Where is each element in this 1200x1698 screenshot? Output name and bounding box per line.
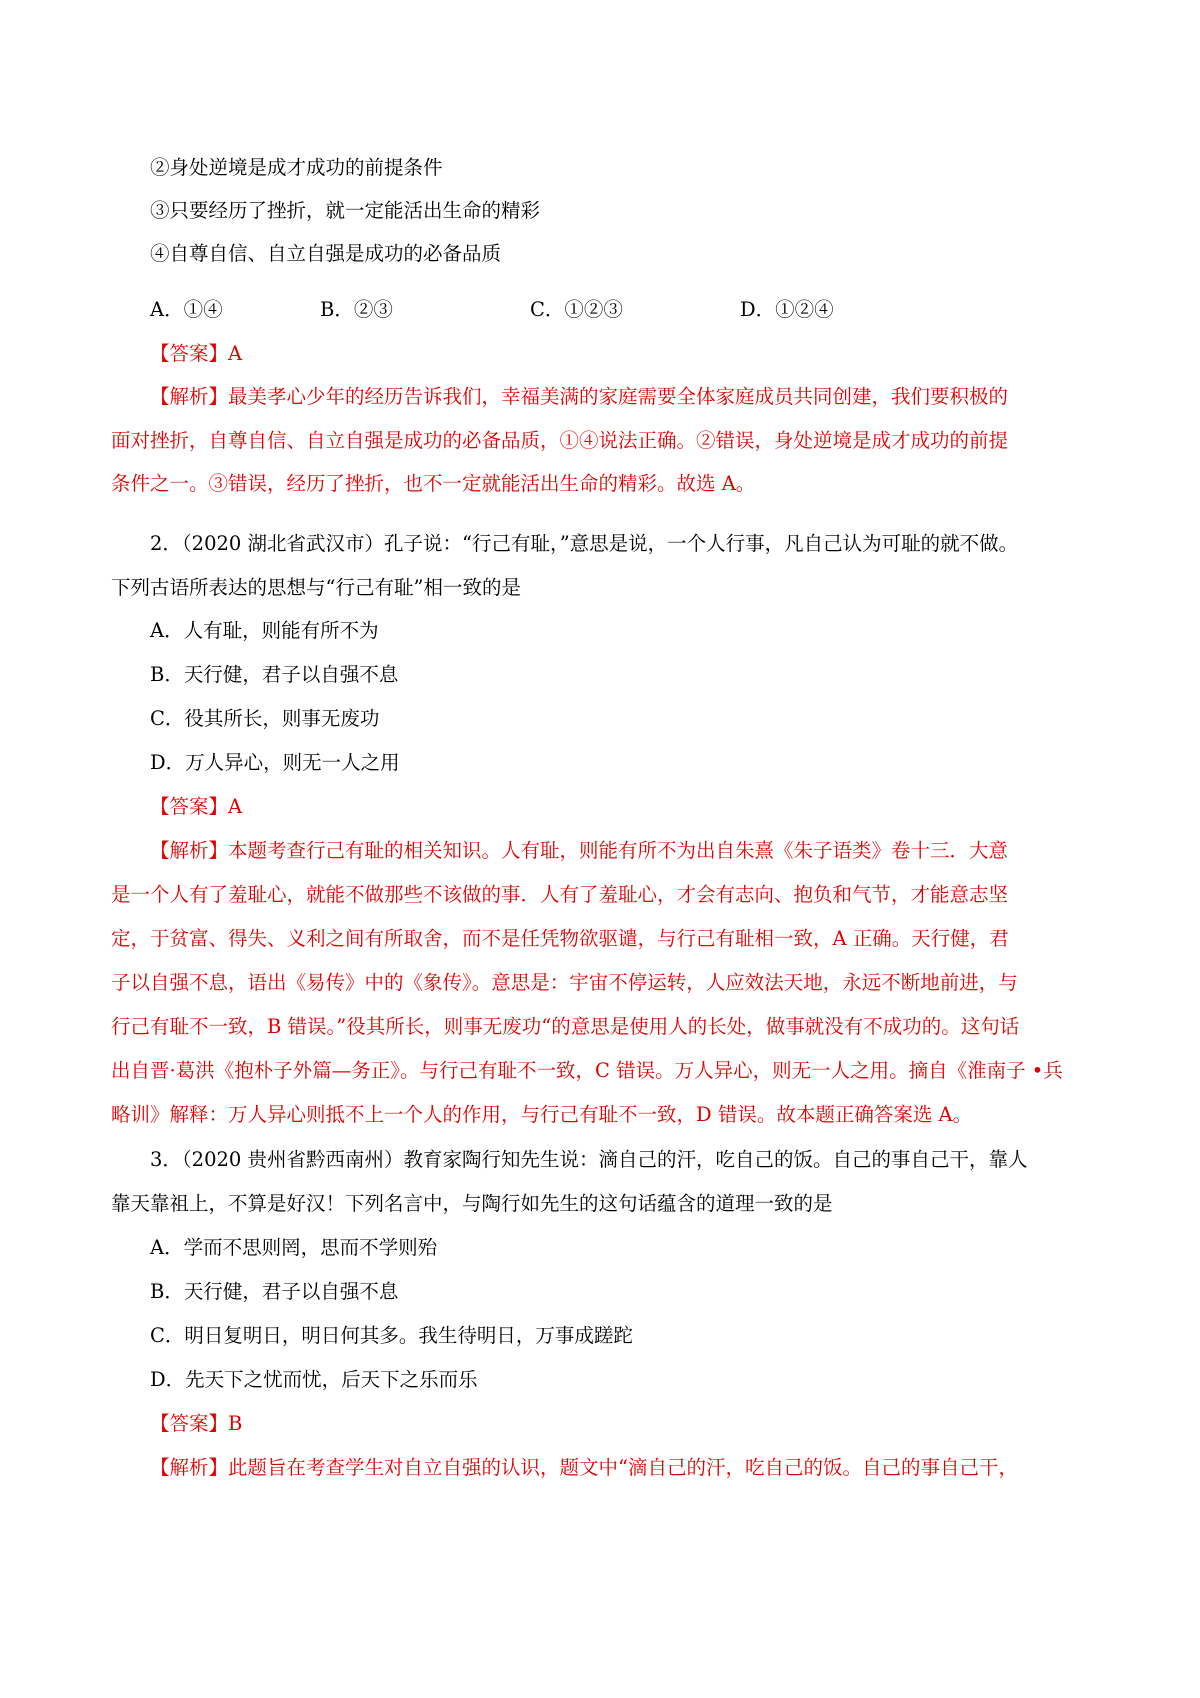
- q2-option-c: C．役其所长，则事无废功: [150, 707, 380, 730]
- q3-option-a: A．学而不思则罔，思而不学则殆: [150, 1236, 438, 1259]
- q2-analysis-line-2: 是一个人有了羞耻心，就能不做那些不该做的事．人有了羞耻心，才会有志向、抱负和气节，才能意志坚: [111, 883, 1009, 906]
- q3-answer: 【答案】B: [150, 1412, 243, 1435]
- q1-analysis-line-3: 条件之一。③错误，经历了挫折，也不一定就能活出生命的精彩。故选 A。: [111, 472, 756, 495]
- q3-analysis-line-1: 【解析】此题旨在考查学生对自立自强的认识，题文中“滴自己的汗，吃自己的饭。自己的事自己干，: [150, 1456, 1018, 1479]
- q1-option-a: A．①④: [150, 298, 223, 321]
- q1-option-b: B．②③: [320, 298, 393, 321]
- q3-stem-line-2: 靠天靠祖上，不算是好汉！下列名言中，与陶行如先生的这句话蕴含的道理一致的是: [111, 1192, 833, 1215]
- q3-stem-line-1: 3．（2020 贵州省黔西南州）教育家陶行知先生说：滴自己的汗，吃自己的饭。自己的事自己干，靠人: [150, 1148, 1028, 1171]
- q3-option-b: B．天行健，君子以自强不息: [150, 1280, 399, 1303]
- q1-analysis-line-1: 【解析】最美孝心少年的经历告诉我们，幸福美满的家庭需要全体家庭成员共同创建，我们要积极的: [150, 385, 1009, 408]
- q1-option-d: D．①②④: [740, 298, 834, 321]
- q1-statement-3: ③只要经历了挫折，就一定能活出生命的精彩: [150, 199, 541, 222]
- q3-option-c: C．明日复明日，明日何其多。我生待明日，万事成蹉跎: [150, 1324, 633, 1347]
- q1-option-c: C．①②③: [530, 298, 623, 321]
- q2-analysis-line-1: 【解析】本题考查行己有耻的相关知识。人有耻，则能有所不为出自朱熹《朱子语类》卷十三．大意: [150, 839, 1009, 862]
- q1-answer: 【答案】A: [150, 342, 243, 365]
- q2-analysis-line-3: 定，于贫富、得失、义利之间有所取舍，而不是任凭物欲驱谴，与行己有耻相一致，A 正确。天行健，君: [111, 927, 1009, 950]
- q2-analysis-line-5: 行己有耻不一致，B 错误。”役其所长，则事无废功“的意思是使用人的长处，做事就没有不成功的。这句话: [111, 1015, 1020, 1038]
- q2-option-a: A．人有耻，则能有所不为: [150, 619, 379, 642]
- q2-stem-line-2: 下列古语所表达的思想与“行己有耻”相一致的是: [111, 576, 521, 599]
- q2-option-b: B．天行健，君子以自强不息: [150, 663, 399, 686]
- q2-analysis-line-4: 子以自强不息，语出《易传》中的《象传》。意思是：宇宙不停运转，人应效法天地，永远不断地前进，与: [111, 971, 1018, 994]
- q1-statement-2: ②身处逆境是成才成功的前提条件: [150, 156, 443, 179]
- q2-option-d: D．万人异心，则无一人之用: [150, 751, 400, 774]
- q2-answer: 【答案】A: [150, 795, 243, 818]
- q1-analysis-line-2: 面对挫折，自尊自信、自立自强是成功的必备品质，①④说法正确。②错误，身处逆境是成才成功的前提: [111, 429, 1009, 452]
- q3-option-d: D．先天下之忧而忧，后天下之乐而乐: [150, 1368, 478, 1391]
- q2-stem-line-1: 2．（2020 湖北省武汉市）孔子说：“行己有耻，”意思是说，一个人行事，凡自己认为可耻的就不做。: [150, 532, 1019, 555]
- q2-analysis-line-7: 略训》解释：万人异心则抵不上一个人的作用，与行己有耻不一致，D 错误。故本题正确答案选 A。: [111, 1103, 973, 1126]
- q2-analysis-line-6: 出自晋·葛洪《抱朴子外篇—务正》。与行己有耻不一致，C 错误。万人异心，则无一人之用。摘自《淮南子 •兵: [111, 1059, 1063, 1082]
- q1-statement-4: ④自尊自信、自立自强是成功的必备品质: [150, 242, 502, 265]
